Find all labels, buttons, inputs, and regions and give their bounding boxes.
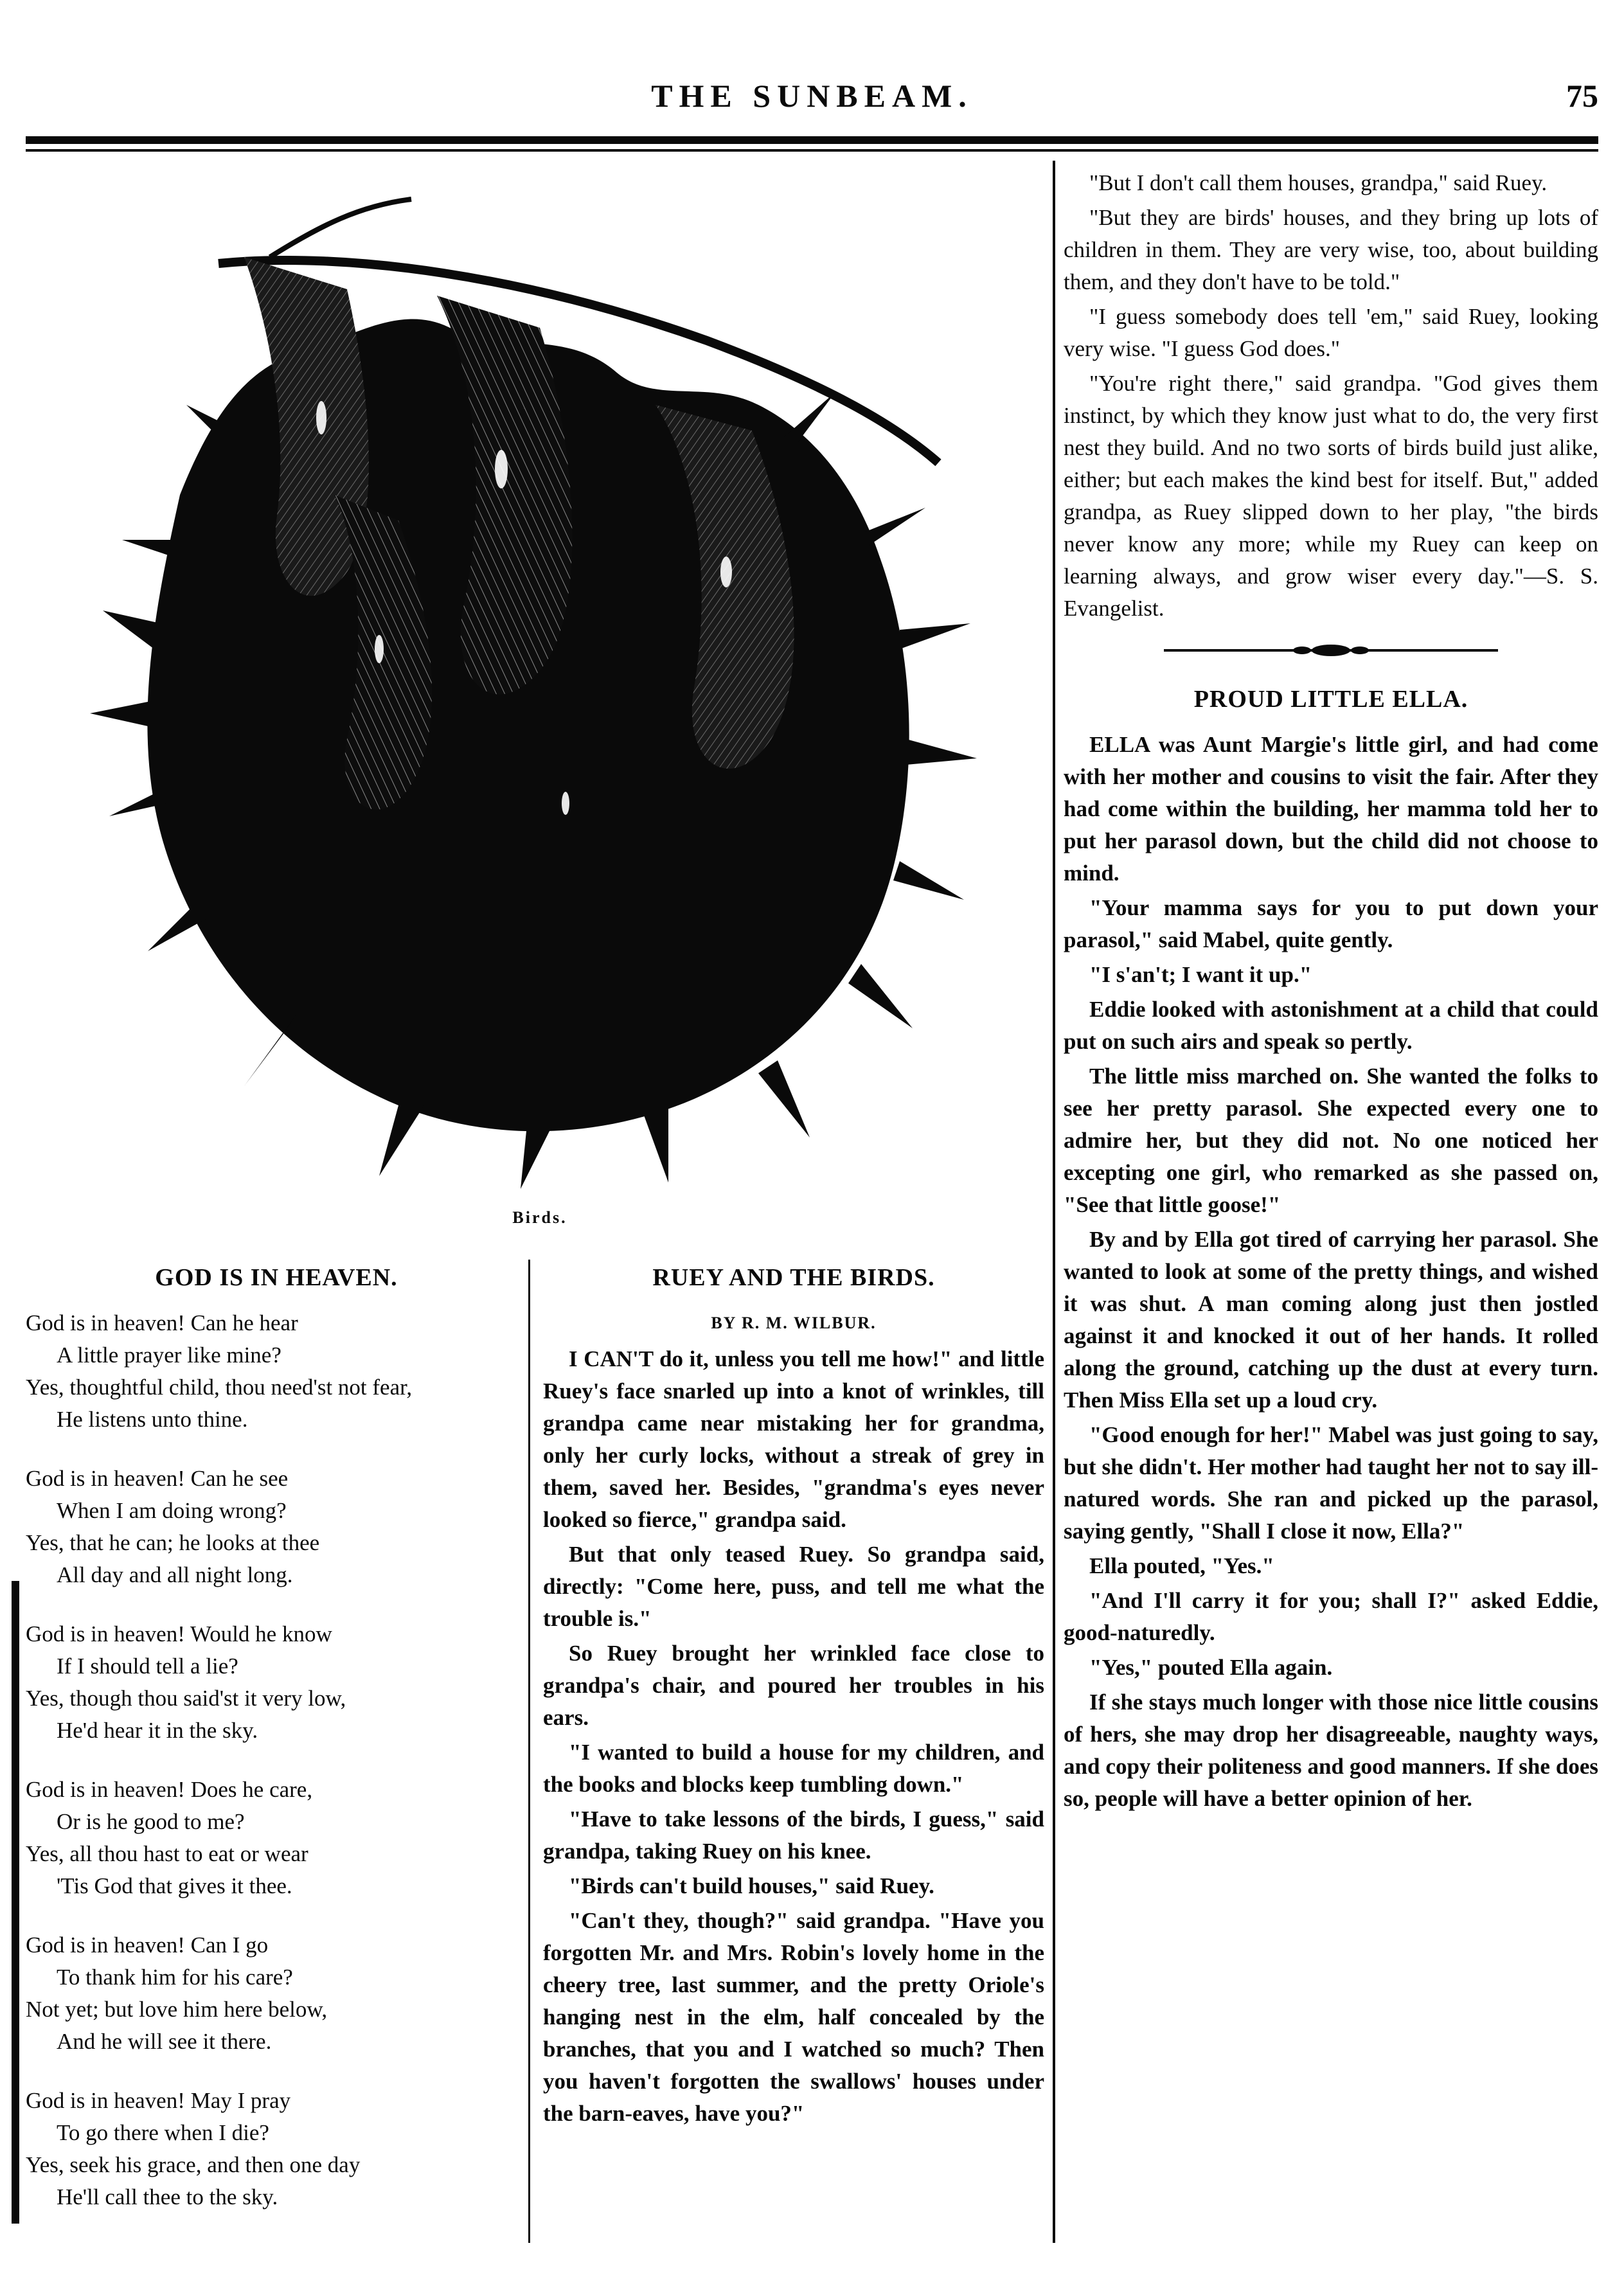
poem-line: To thank him for his care?	[57, 1965, 293, 1990]
poem-line: He'll call thee to the sky.	[57, 2184, 278, 2209]
story-paragraph: "Birds can't build houses," said Ruey.	[569, 1873, 934, 1898]
poem-line: God is in heaven! Can he hear	[26, 1310, 298, 1335]
story-column	[543, 1260, 1044, 2132]
second-story-paragraph: Eddie looked with astonishment at a child that could put on such airs and speak so pertly.	[1064, 997, 1598, 1054]
story-continued-paragraph: "You're right there," said grandpa. "God gives them instinct, by which they know just what to do, the very first nest they build. And no two sorts of birds build just alike, either; but each makes the kind best for itself. But," added grandpa, as Ruey slipped down to her play, "the birds never know any more; while my Ruey can keep on learning always, and grow wiser every day."—S. S. Evangelist.	[1064, 371, 1598, 621]
header-rule-thick	[26, 136, 1598, 144]
poem-line: God is in heaven! Can he see	[26, 1466, 289, 1491]
margin-shadow	[12, 1581, 19, 2224]
section-divider-ornament-icon	[1164, 643, 1498, 658]
poem-column	[26, 1260, 527, 2240]
poem-stanza	[26, 2085, 527, 2213]
poem-line: If I should tell a lie?	[57, 1654, 238, 1679]
story-continued-paragraph: "But they are birds' houses, and they bring up lots of children in them. They are very wise, too, about building them, and they don't have to be told."	[1064, 205, 1598, 294]
column-rule-middle	[528, 1260, 530, 2243]
second-story-paragraph: "Your mamma says for you to put down your parasol," said Mabel, quite gently.	[1064, 895, 1598, 952]
second-story-paragraph: If she stays much longer with those nice little cousins of hers, she may drop her disagreeable, naughty ways, and copy their politeness and good manners. If she does so, people will have a better opinion of her.	[1064, 1690, 1598, 1811]
story-paragraph: "I wanted to build a house for my children, and the books and blocks keep tumbling down."	[543, 1740, 1044, 1797]
story-paragraph: So Ruey brought her wrinkled face close to grandpa's chair, and poured her troubles in his ears.	[543, 1641, 1044, 1730]
poem-line: God is in heaven! Can I go	[26, 1932, 269, 1958]
story-continued-paragraph: "I guess somebody does tell 'em," said Ruey, looking very wise. "I guess God does."	[1064, 304, 1598, 361]
poem-line: A little prayer like mine?	[57, 1343, 281, 1368]
poem-title: GOD IS IN HEAVEN.	[155, 1264, 398, 1291]
poem-line: Yes, thoughtful child, thou need'st not fear,	[26, 1375, 413, 1400]
second-story-paragraph: "Good enough for her!" Mabel was just going to say, but she didn't. Her mother had taught her not to say ill-natured words. She ran and picked up the parasol, saying gently, "Shall I close it now, Ella?"	[1064, 1422, 1598, 1544]
second-story-title: PROUD LITTLE ELLA.	[1193, 686, 1468, 713]
second-story-paragraph: By and by Ella got tired of carrying her parasol. She wanted to look at some of the pretty things, and wished it was shut. A man coming along just then jostled against it and knocked it out of her hands. It rolled along the ground, catching up the dust at every turn. Then Miss Ella set up a loud cry.	[1064, 1227, 1598, 1413]
poem-line: God is in heaven! Would he know	[26, 1621, 332, 1646]
poem-line: God is in heaven! May I pray	[26, 2088, 291, 2113]
story-continued-paragraph: "But I don't call them houses, grandpa," said Ruey.	[1089, 170, 1548, 195]
poem-line: Yes, seek his grace, and then one day	[26, 2152, 361, 2177]
page-number: 75	[1566, 78, 1598, 114]
poem-stanza	[26, 1307, 527, 1436]
publication-title: THE SUNBEAM.	[651, 78, 973, 114]
second-story-paragraph: "And I'll carry it for you; shall I?" asked Eddie, good-naturedly.	[1064, 1588, 1598, 1645]
poem-stanza	[26, 1618, 527, 1747]
poem-line: To go there when I die?	[57, 2120, 269, 2145]
header-rule-thin	[26, 149, 1598, 152]
poem-line: God is in heaven! Does he care,	[26, 1777, 313, 1802]
page-header	[26, 77, 1598, 129]
poem-line: Or is he good to me?	[57, 1809, 245, 1834]
poem-line: He listens unto thine.	[57, 1407, 248, 1432]
poem-stanza	[26, 1463, 527, 1591]
birds-nests-engraving-icon	[77, 161, 1003, 1202]
poem-line: 'Tis God that gives it thee.	[57, 1873, 292, 1898]
story-byline: BY R. M. WILBUR.	[711, 1314, 877, 1332]
story-paragraph: I CAN'T do it, unless you tell me how!" and little Ruey's face snarled up into a knot of wrinkles, till grandpa came near mistaking her for grandma, only her curly locks, without a streak of grey in them, saved her. Besides, "grandma's eyes never looked so fierce," grandpa said.	[543, 1346, 1044, 1532]
story-title: RUEY AND THE BIRDS.	[652, 1264, 935, 1291]
second-story-paragraph: "I s'an't; I want it up."	[1089, 962, 1312, 987]
poem-line: Yes, that he can; he looks at thee	[26, 1530, 320, 1555]
poem-stanza	[26, 1929, 527, 2058]
story-paragraph: But that only teased Ruey. So grandpa said, directly: "Come here, puss, and tell me what the trouble is."	[543, 1542, 1044, 1631]
second-story-paragraph: The little miss marched on. She wanted the folks to see her pretty parasol. She expected every one to admire her, but they did not. No one noticed her excepting one girl, who remarked as she passed on, "See that little goose!"	[1064, 1064, 1598, 1217]
illustration-caption: Birds.	[512, 1208, 567, 1227]
poem-line: Yes, though thou said'st it very low,	[26, 1686, 346, 1711]
second-story-paragraph: "Yes," pouted Ella again.	[1089, 1655, 1333, 1680]
second-story-paragraph: Ella pouted, "Yes."	[1089, 1553, 1274, 1578]
poem-line: All day and all night long.	[57, 1562, 293, 1587]
poem-line: When I am doing wrong?	[57, 1498, 287, 1523]
column-rule-right	[1053, 161, 1055, 2243]
poem-line: And he will see it there.	[57, 2029, 272, 2054]
poem-line: He'd hear it in the sky.	[57, 1718, 258, 1743]
right-column	[1064, 167, 1598, 1817]
poem-line: Not yet; but love him here below,	[26, 1997, 328, 2022]
second-story-paragraph: ELLA was Aunt Margie's little girl, and had come with her mother and cousins to visit the fair. After they had come within the building, her mamma told her to put her parasol down, but the child did not choose to mind.	[1064, 732, 1598, 886]
poem-stanza	[26, 1774, 527, 1902]
story-paragraph: "Have to take lessons of the birds, I guess," said grandpa, taking Ruey on his knee.	[543, 1807, 1044, 1864]
story-paragraph: "Can't they, though?" said grandpa. "Have you forgotten Mr. and Mrs. Robin's lovely home in the cheery tree, last summer, and the pretty Oriole's hanging nest in the elm, half concealed by the branches, that you and I watched so much? Then you haven't forgotten the swallows' houses under the barn-eaves, have you?"	[543, 1908, 1044, 2126]
poem-line: Yes, all thou hast to eat or wear	[26, 1841, 308, 1866]
